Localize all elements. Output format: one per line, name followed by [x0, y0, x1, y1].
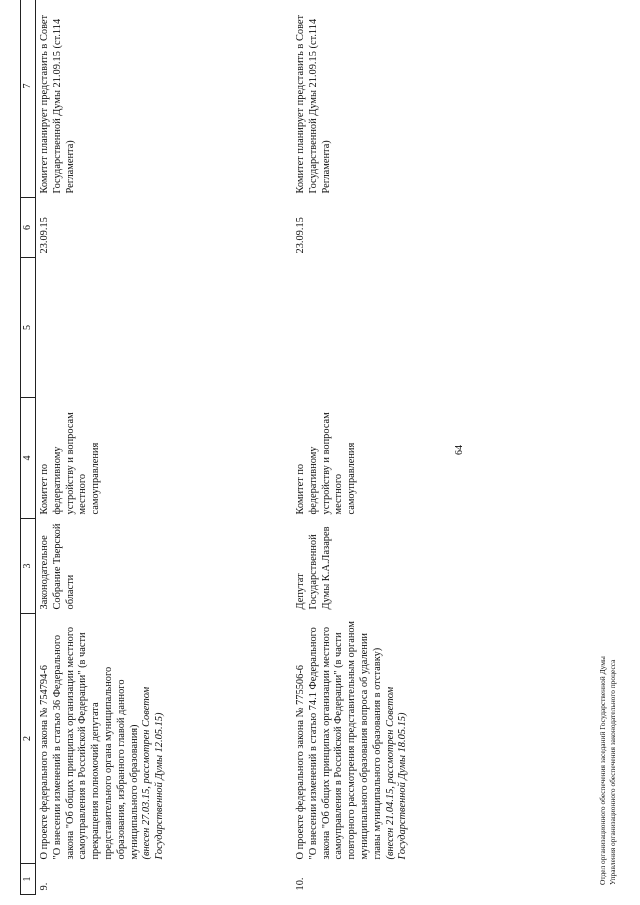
table-row [36, 0, 293, 895]
footer [598, 485, 617, 885]
page-number: 64 [454, 445, 465, 455]
table-row [292, 0, 578, 895]
bill-text: "О внесении изменений в статью 36 Федерального закона "Об общих принципах организации местного самоуправления в Российской Федерации" (в части прекращения полномочий депутата представительного органа муниципального образования, избранного главой данного муниципального образования) [51, 626, 140, 860]
bill-text: "О внесении изменений в статью 74.1 Федерального закона "Об общих принципах организации местного самоуправления в Российской Федерации" (в части повторного рассмотрения представительным органом муниципального образования вопроса об удалении главы муниципального образования в отставку) [307, 621, 383, 860]
header-col-1: 1 [21, 864, 36, 895]
date-cell: 23.09.15 [295, 217, 306, 254]
bill-note: (внесен 21.04.15, рассмотрен Советом Государственной Думы 18.05.15) [384, 686, 409, 860]
date-cell: 23.09.15 [39, 217, 50, 254]
bill-title: О проекте федерального закона № 775506-6 [295, 665, 306, 860]
header-col-6: 6 [21, 198, 36, 258]
responsible-committee: Комитет по федеративному устройству и вопросам местного самоуправления [295, 412, 358, 515]
row-number: 9. [39, 882, 50, 891]
footer-line-2: Управления организационного обеспечения законодательного процесса [607, 659, 617, 885]
col5-cell [36, 258, 293, 398]
bill-schedule-table [20, 0, 578, 895]
responsible-committee: Комитет по федеративному устройству и вопросам местного самоуправления [39, 412, 102, 515]
row-number: 10. [295, 877, 306, 891]
bill-description [292, 614, 578, 864]
col5-cell [292, 258, 578, 398]
header-col-3: 3 [21, 519, 36, 614]
header-col-5: 5 [21, 258, 36, 398]
bill-author: Законодательное Собрание Тверской области [39, 523, 76, 610]
footer-line-1: Отдел организационного обеспечения заседаний Государственной Думы [598, 656, 607, 885]
header-col-7: 7 [21, 0, 36, 198]
bill-author: Депутат Государственной Думы К.А.Лазарев [295, 526, 332, 610]
bill-description [36, 614, 293, 864]
column-number-row [21, 0, 36, 895]
header-col-2: 2 [21, 614, 36, 864]
bill-title: О проекте федерального закона № 754794-6 [39, 665, 50, 860]
plan-cell: Комитет планирует представить в Совет Государственной Думы 21.09.15 (ст.114 Регламента) [295, 14, 332, 194]
bill-note: (внесен 27.03.15, рассмотрен Советом Государственной Думы 12.05.15) [141, 686, 166, 860]
header-col-4: 4 [21, 398, 36, 519]
plan-cell: Комитет планирует представить в Совет Государственной Думы 21.09.15 (ст.114 Регламента) [39, 14, 76, 194]
